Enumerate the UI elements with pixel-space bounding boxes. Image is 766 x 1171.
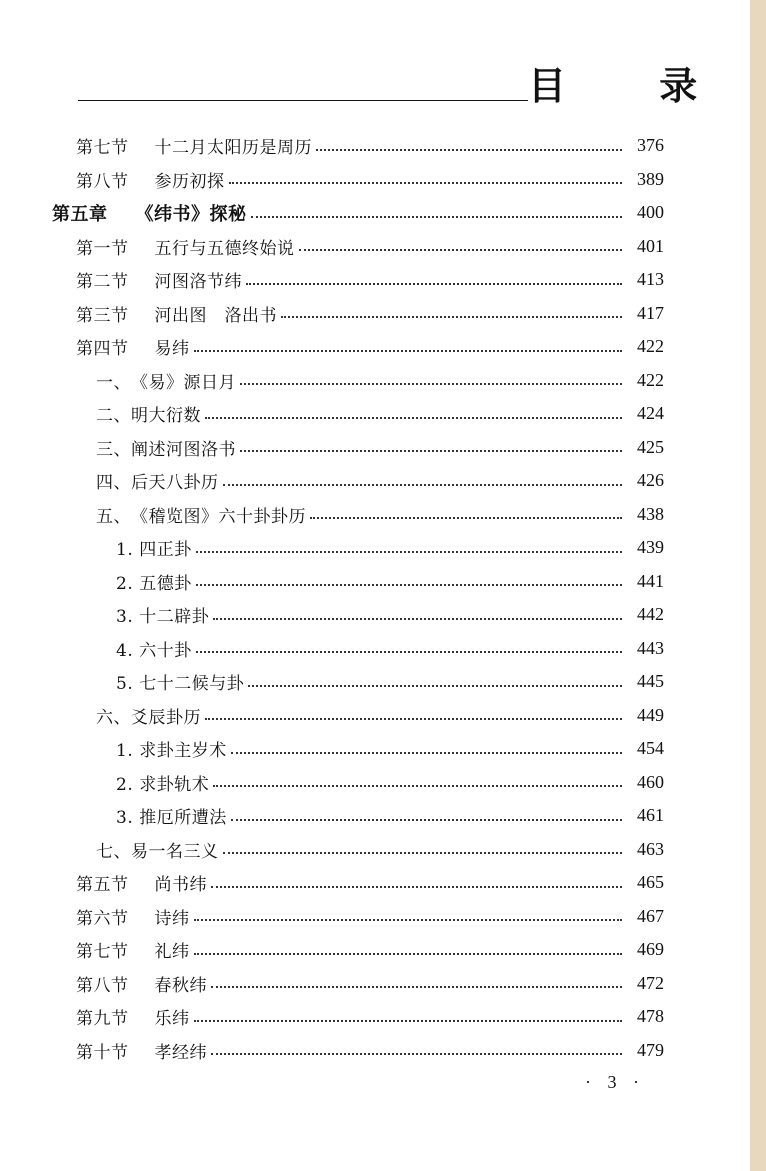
toc-entry-title: 求卦主岁术 [139,741,227,761]
toc-entry-label: 第八节 [76,975,129,996]
toc-entry [76,297,664,330]
toc-entry-heading [96,368,236,393]
toc-entry-label: 四、 [96,473,131,493]
toc-entry-title: 阐述河图洛书 [131,439,236,460]
toc-entry-heading [76,301,277,326]
toc-entry-heading [116,569,192,594]
toc-entry [116,632,664,665]
toc-entry-label: 五、 [96,506,131,527]
toc-entry [116,799,664,832]
toc-entry-title: 易一名三义 [131,841,219,862]
toc-entry-label: 七、 [96,841,131,862]
toc-entry-title: 春秋纬 [154,975,207,996]
toc-entry-title: 诗纬 [154,908,190,929]
toc-entry-heading [76,937,190,962]
toc-entry-heading [76,1004,190,1029]
toc-entry-label: 第七节 [76,942,129,962]
toc-entry [76,933,664,966]
toc-entry-label: 一、 [96,372,131,393]
toc-entry-title: 《易》源日月 [131,372,236,393]
dot-leader [194,919,623,921]
dot-leader [211,886,622,888]
toc-entry-heading [116,636,192,661]
toc-entry-title: 五德卦 [139,573,192,594]
toc-entry-title: 六十卦 [139,640,192,661]
toc-entry-label: 第六节 [76,908,129,929]
toc-entry-page: 413 [637,269,664,289]
toc-entry-heading [116,535,192,560]
toc-entry-page: 467 [637,905,664,926]
dot-leader [223,852,623,854]
toc-entry-heading [96,468,219,493]
toc-entry [76,900,664,933]
dot-leader [240,450,622,452]
toc-entry [76,1034,664,1067]
dot-leader [231,819,622,821]
toc-entry-title: 河图洛节纬 [154,272,242,292]
toc-entry-page: 454 [637,738,664,758]
toc-entry-label: 第八节 [76,171,129,192]
toc-entry-label: 第九节 [76,1009,129,1029]
dot-leader [281,316,622,318]
toc-entry-page: 479 [637,1039,664,1060]
toc-entry-heading [76,167,225,192]
toc-entry-label: 5. [116,674,134,694]
toc-entry [96,498,664,531]
toc-entry [116,732,664,765]
toc-entry-label: 3. [116,607,134,627]
toc-entry-title: 求卦轨术 [139,774,210,795]
toc-entry-title: 推厄所遭法 [139,808,227,828]
toc-entry-heading [116,803,227,828]
page-title: 目 录 [528,64,738,108]
toc-entry [76,230,664,263]
toc-entry-label: 第五节 [76,875,129,895]
page-number: · 3 · [585,1072,645,1092]
toc-entry [76,967,664,1000]
toc-entry-heading [116,669,244,694]
toc-entry [96,464,664,497]
toc-entry-label: 第二节 [76,272,129,292]
toc-entry [96,431,664,464]
toc-entry-heading [76,267,242,292]
toc-entry-heading [96,502,306,527]
toc-entry-title: 礼纬 [154,942,190,962]
toc-entry-page: 463 [637,838,664,859]
dot-leader [299,249,623,251]
toc-entry-page: 422 [637,369,664,390]
toc-entry [96,397,664,430]
toc-entry-heading [76,133,312,158]
toc-entry-title: 爻辰卦历 [131,707,201,728]
toc-entry-page: 376 [637,135,664,155]
toc-entry [76,1000,664,1033]
dot-leader [231,752,622,754]
toc-entry-page: 424 [637,403,664,423]
toc-entry-label: 第五章 [52,203,108,225]
toc-entry-heading [76,234,295,259]
dot-leader [205,718,622,720]
dot-leader [196,584,622,586]
toc-entry [96,833,664,866]
toc-entry-heading [76,971,207,996]
toc-entry-page: 426 [637,470,664,490]
dot-leader [211,986,622,988]
dot-leader [229,182,623,184]
toc-entry [116,565,664,598]
toc-entry-page: 445 [637,671,664,691]
dot-leader [211,1053,622,1055]
toc-entry [76,163,664,196]
toc-entry-page: 400 [637,202,664,222]
toc-entry-heading [96,435,236,460]
toc-entry-title: 《稽览图》六十卦卦历 [131,506,306,527]
toc-entry-label: 2. [116,774,134,795]
dot-leader [310,517,622,519]
toc-entry [116,766,664,799]
toc-entry-title: 易纬 [154,339,190,359]
toc-entry-label: 第一节 [76,238,129,259]
toc-entry-title: 四正卦 [139,540,192,560]
toc-entry-heading [96,401,201,426]
toc-entry [116,531,664,564]
toc-entry-title: 河出图 洛出书 [154,305,277,326]
toc-entry-heading [76,870,207,895]
toc-entry-heading [76,904,190,929]
toc-entry-page: 461 [637,805,664,825]
toc-entry [52,196,664,229]
toc-entry-heading [52,200,247,226]
toc-entry-page: 439 [637,537,664,557]
toc-entry-title: 乐纬 [154,1009,190,1029]
header-rule [78,100,528,101]
toc-entry-label: 第十节 [76,1042,129,1063]
dot-leader [196,651,622,653]
toc-entry-page: 422 [637,336,664,356]
toc-entry-page: 478 [637,1006,664,1026]
dot-leader [251,216,623,218]
toc-entry [96,364,664,397]
toc-entry [76,129,664,162]
toc-entry-page: 401 [637,235,664,256]
toc-entry-page: 465 [637,872,664,892]
toc-entry [96,699,664,732]
toc-entry-title: 七十二候与卦 [139,674,245,694]
toc-entry-title: 参历初探 [154,171,225,192]
dot-leader [194,1020,623,1022]
dot-leader [246,283,622,285]
dot-leader [213,785,622,787]
toc-entry-label: 3. [116,808,134,828]
dot-leader [213,618,622,620]
toc-entry-page: 443 [637,637,664,658]
toc-entry-page: 438 [637,503,664,524]
toc-entry-page: 460 [637,771,664,792]
toc-entry-page: 442 [637,604,664,624]
toc-entry-label: 三、 [96,439,131,460]
toc-entry-heading [76,334,190,359]
dot-leader [194,953,623,955]
toc-entry-page: 389 [637,168,664,189]
toc-entry-title: 十二辟卦 [139,607,210,627]
toc-entry-title: 《纬书》探秘 [135,203,247,225]
toc-entry-heading [116,602,209,627]
toc-entry-page: 417 [637,302,664,323]
dot-leader [240,383,622,385]
toc-entry-label: 第三节 [76,305,129,326]
toc-entry-label: 二、 [96,406,131,426]
toc-entry-page: 472 [637,972,664,993]
page-edge [750,0,766,1171]
toc-entry-label: 1. [116,540,134,560]
toc-entry-heading [116,770,209,795]
toc-entry-page: 441 [637,570,664,591]
toc-entry-heading [76,1038,207,1063]
toc-entry-label: 第七节 [76,138,129,158]
toc-entry-title: 尚书纬 [154,875,207,895]
toc-entry-title: 孝经纬 [154,1042,207,1063]
toc-entry-label: 1. [116,741,134,761]
toc-entry [76,330,664,363]
toc-entry-title: 五行与五德终始说 [154,238,295,259]
toc-entry-label: 4. [116,640,134,661]
toc-entry [76,263,664,296]
toc-entry-heading [96,837,219,862]
dot-leader [205,417,622,419]
toc-entry-label: 六、 [96,707,131,728]
toc-entry-page: 425 [637,436,664,457]
toc-entry [76,866,664,899]
dot-leader [194,350,623,352]
dot-leader [248,685,622,687]
dot-leader [316,149,622,151]
toc-entry-page: 469 [637,939,664,959]
toc-entry [116,665,664,698]
dot-leader [223,484,623,486]
toc-entry-label: 第四节 [76,339,129,359]
toc-entry-heading [96,703,201,728]
toc-entry-label: 2. [116,573,134,594]
toc-entry [116,598,664,631]
dot-leader [196,551,622,553]
toc-entry-title: 明大衍数 [131,406,201,426]
toc-entry-title: 十二月太阳历是周历 [154,138,312,158]
toc-entry-page: 449 [637,704,664,725]
toc-entry-title: 后天八卦历 [131,473,219,493]
toc-entry-heading [116,736,227,761]
